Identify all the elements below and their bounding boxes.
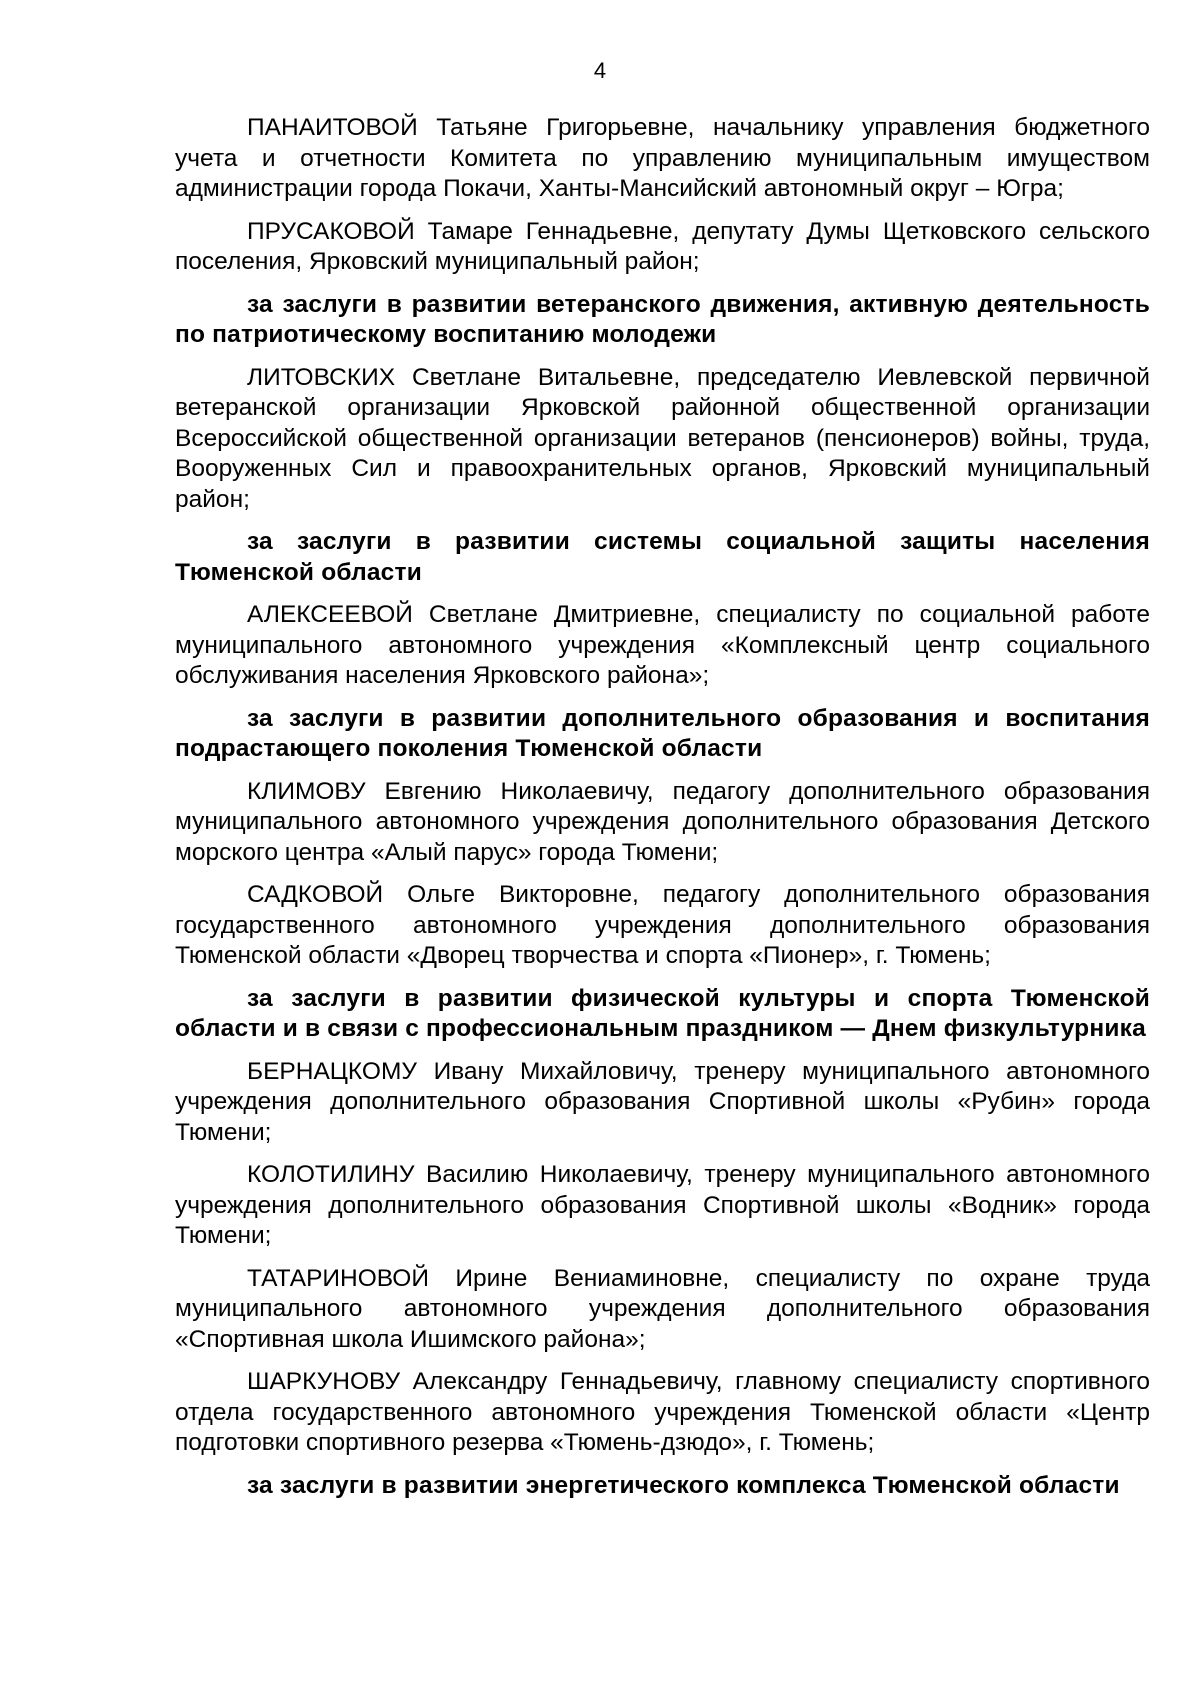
award-category-heading: за заслуги в развитии дополнительного образования и воспитания подрастающего поколения Тюменской области [175,704,1150,762]
award-entry: КОЛОТИЛИНУ Василию Николаевичу, тренеру муниципального автономного учреждения дополнительного образования Спортивной школы «Водник» города Тюмени; [175,1161,1150,1249]
award-entry: САДКОВОЙ Ольге Викторовне, педагогу дополнительного образования государственного автономного учреждения дополнительного образования Тюменской области «Дворец творчества и спорта «Пионер», г. Тюмень; [175,881,1150,969]
award-entry: ПАНАИТОВОЙ Татьяне Григорьевне, начальнику управления бюджетного учета и отчетности Комитета по управлению муниципальным имуществом администрации города Покачи, Ханты-Мансийский автономный округ – Югра; [175,114,1150,202]
award-category-heading: за заслуги в развитии физической культуры и спорта Тюменской области и в связи с профессиональным праздником — Днем физкультурника [175,984,1150,1042]
award-entry: ШАРКУНОВУ Александру Геннадьевичу, главному специалисту спортивного отдела государственного автономного учреждения Тюменской области «Центр подготовки спортивного резерва «Тюмень-дзюдо», г. Тюмень; [175,1368,1150,1456]
award-category-heading: за заслуги в развитии ветеранского движения, активную деятельность по патриотическому воспитанию молодежи [175,290,1150,348]
award-entry: БЕРНАЦКОМУ Ивану Михайловичу, тренеру муниципального автономного учреждения дополнительного образования Спортивной школы «Рубин» города Тюмени; [175,1057,1150,1146]
award-entry: АЛЕКСЕЕВОЙ Светлане Дмитриевне, специалисту по социальной работе муниципального автономного учреждения «Комплексный центр социального обслуживания населения Ярковского района»; [175,601,1150,689]
award-entry: ТАТАРИНОВОЙ Ирине Вениаминовне, специалисту по охране труда муниципального автономного учреждения дополнительного образования «Спортивная школа Ишимского района»; [175,1264,1150,1353]
document-body [175,113,1150,1513]
award-entry: ЛИТОВСКИХ Светлане Витальевне, председателю Иевлевской первичной ветеранской организации Ярковской районной общественной организации Всероссийской общественной организации ветеранов (пенсионеров) войны, труда, Вооруженных Сил и правоохранительных органов, Ярковский муниципальный район; [175,363,1150,513]
award-category-heading: за заслуги в развитии системы социальной защиты населения Тюменской области [175,528,1150,586]
award-entry: ПРУСАКОВОЙ Тамаре Геннадьевне, депутату Думы Щетковского сельского поселения, Ярковский муниципальный район; [175,217,1150,275]
page-number: 4 [593,58,607,83]
award-entry: КЛИМОВУ Евгению Николаевичу, педагогу дополнительного образования муниципального автономного учреждения дополнительного образования Детского морского центра «Алый парус» города Тюмени; [175,777,1150,866]
award-category-heading: за заслуги в развитии энергетического комплекса Тюменской области [247,1471,1120,1499]
